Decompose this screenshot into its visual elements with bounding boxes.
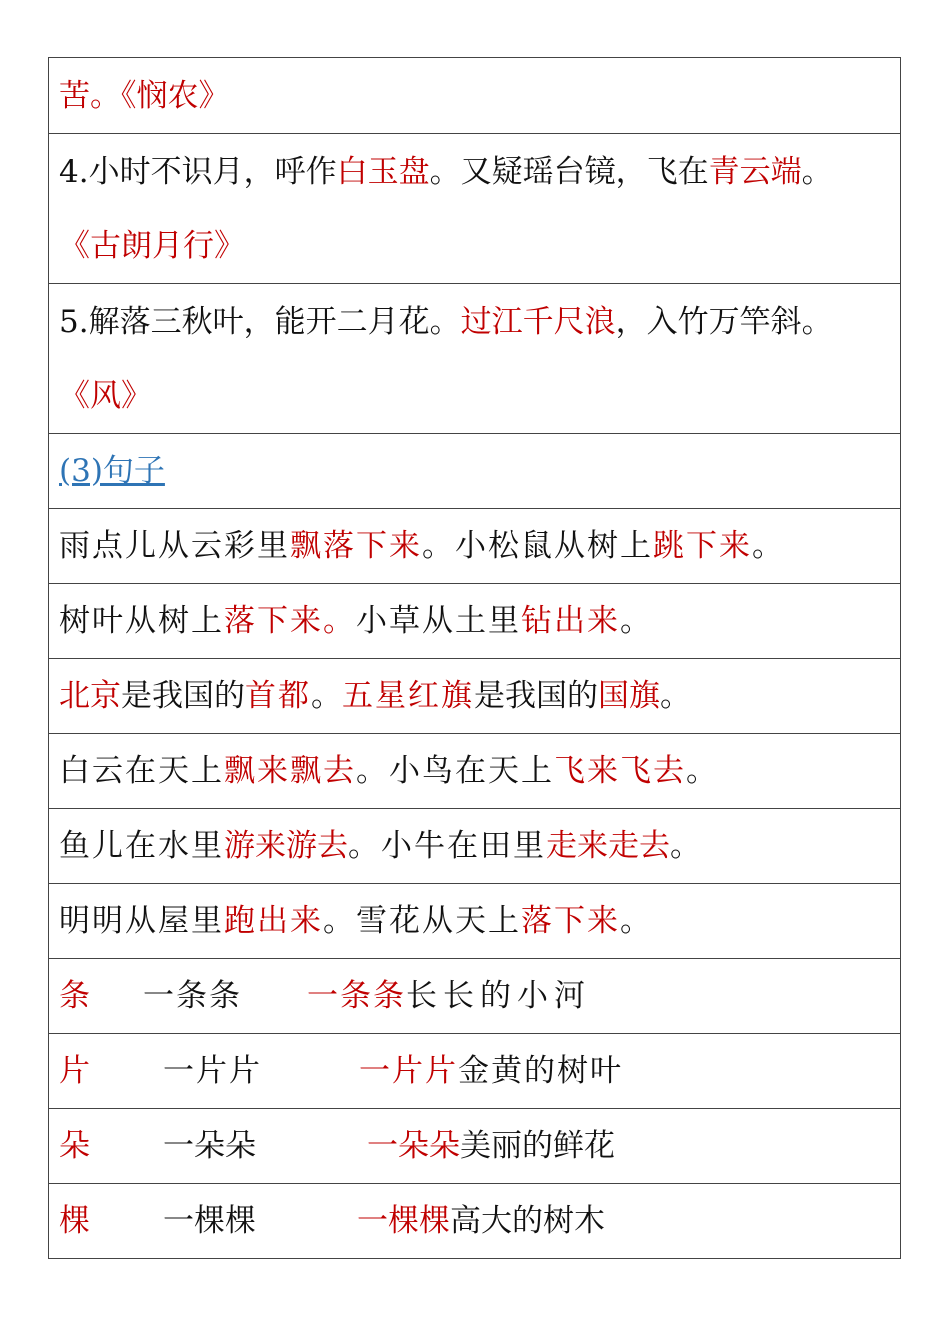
answer-text: 飘来飘去 <box>224 753 356 789</box>
measure-phrase: 一片片 <box>163 1053 262 1089</box>
answer-text: 跑出来 <box>224 903 323 939</box>
text-segment: 。 <box>311 678 342 714</box>
measure-example-rest: 美丽的鲜花 <box>460 1128 615 1164</box>
text-segment: 雨点儿从云彩里 <box>59 528 290 564</box>
table-row <box>48 659 901 734</box>
table-row <box>48 134 901 284</box>
answer-text: 国旗 <box>598 678 660 714</box>
answer-text: 跳下来 <box>653 528 752 564</box>
answer-text: 落下来 <box>521 903 620 939</box>
measure-example-red: 一棵棵 <box>357 1203 450 1239</box>
text-segment: 小草从土里 <box>356 603 521 639</box>
text-segment: 。小松鼠从树上 <box>422 528 653 564</box>
answer-text: 走来走去 <box>546 828 670 864</box>
text-segment: ，入竹万竿斜。 <box>615 304 833 340</box>
text-segment: 是我国的 <box>121 678 245 714</box>
text-segment: 。 <box>660 678 691 714</box>
measure-word-row <box>48 1034 901 1109</box>
text-segment: 。 <box>752 528 785 564</box>
answer-text: 首都 <box>245 678 311 714</box>
text-segment: 苦。 <box>59 78 121 114</box>
answer-text: 五星红旗 <box>342 678 474 714</box>
text-segment: 。 <box>670 828 701 864</box>
measure-example-red: 一朵朵 <box>367 1128 460 1164</box>
answer-text: 飞来飞去 <box>554 753 686 789</box>
text-segment: 白云在天上 <box>59 753 224 789</box>
table-row <box>48 284 901 434</box>
text-segment: 。 <box>620 603 653 639</box>
measure-phrase: 一朵朵 <box>163 1128 256 1164</box>
answer-text: 北京 <box>59 678 121 714</box>
measure-word-row <box>48 1184 901 1259</box>
table-row <box>48 584 901 659</box>
answer-text: 青云端 <box>708 154 802 190</box>
table-row <box>48 509 901 584</box>
measure-phrase: 一棵棵 <box>163 1203 256 1239</box>
text-segment: 。雪花从天上 <box>323 903 521 939</box>
answer-text: 白玉盘 <box>336 154 430 190</box>
poem-title: 《风》 <box>59 378 152 414</box>
table-row <box>48 434 901 509</box>
answer-text: 落下来。 <box>224 603 356 639</box>
poem-sentence-table <box>48 57 901 1259</box>
measure-phrase: 一条条 <box>143 978 242 1014</box>
section-heading-link[interactable]: (3)句子 <box>59 453 165 489</box>
poem-title: 《悯农》 <box>121 78 230 114</box>
measure-word-row <box>48 1109 901 1184</box>
measure-example-red: 一片片 <box>359 1053 458 1089</box>
text-segment: 。又疑瑶台镜，飞在 <box>429 154 709 190</box>
text-segment: 5.解落三秋叶，能开二月花。 <box>59 304 461 340</box>
table-row <box>48 734 901 809</box>
text-segment: 。 <box>801 154 833 190</box>
text-segment: 4.小时不识月，呼作 <box>59 154 337 190</box>
measure-word: 片 <box>59 1053 90 1089</box>
poem-title: 《古朗月行》 <box>59 228 245 264</box>
measure-example-rest: 长长的小河 <box>406 978 591 1014</box>
text-segment: 树叶从树上 <box>59 603 224 639</box>
answer-text: 飘落下来 <box>290 528 422 564</box>
text-segment: 鱼儿在水里 <box>59 828 224 864</box>
answer-text: 游来游去 <box>224 828 348 864</box>
answer-text: 过江千尺浪 <box>460 304 616 340</box>
measure-word: 条 <box>59 978 90 1014</box>
text-segment: 是我国的 <box>474 678 598 714</box>
answer-text: 钻出来 <box>521 603 620 639</box>
measure-example-rest: 高大的树木 <box>450 1203 605 1239</box>
measure-example-red: 一条条 <box>307 978 406 1014</box>
text-segment: 。 <box>686 753 719 789</box>
measure-example-rest: 金黄的树叶 <box>458 1053 623 1089</box>
measure-word: 棵 <box>59 1203 90 1239</box>
text-segment: 。小牛在田里 <box>348 828 546 864</box>
table-row <box>48 58 901 134</box>
text-segment: 。 <box>620 903 653 939</box>
measure-word: 朵 <box>59 1128 90 1164</box>
table-row <box>48 809 901 884</box>
table-row <box>48 884 901 959</box>
text-segment: 明明从屋里 <box>59 903 224 939</box>
measure-word-row <box>48 959 901 1034</box>
text-segment: 。小鸟在天上 <box>356 753 554 789</box>
